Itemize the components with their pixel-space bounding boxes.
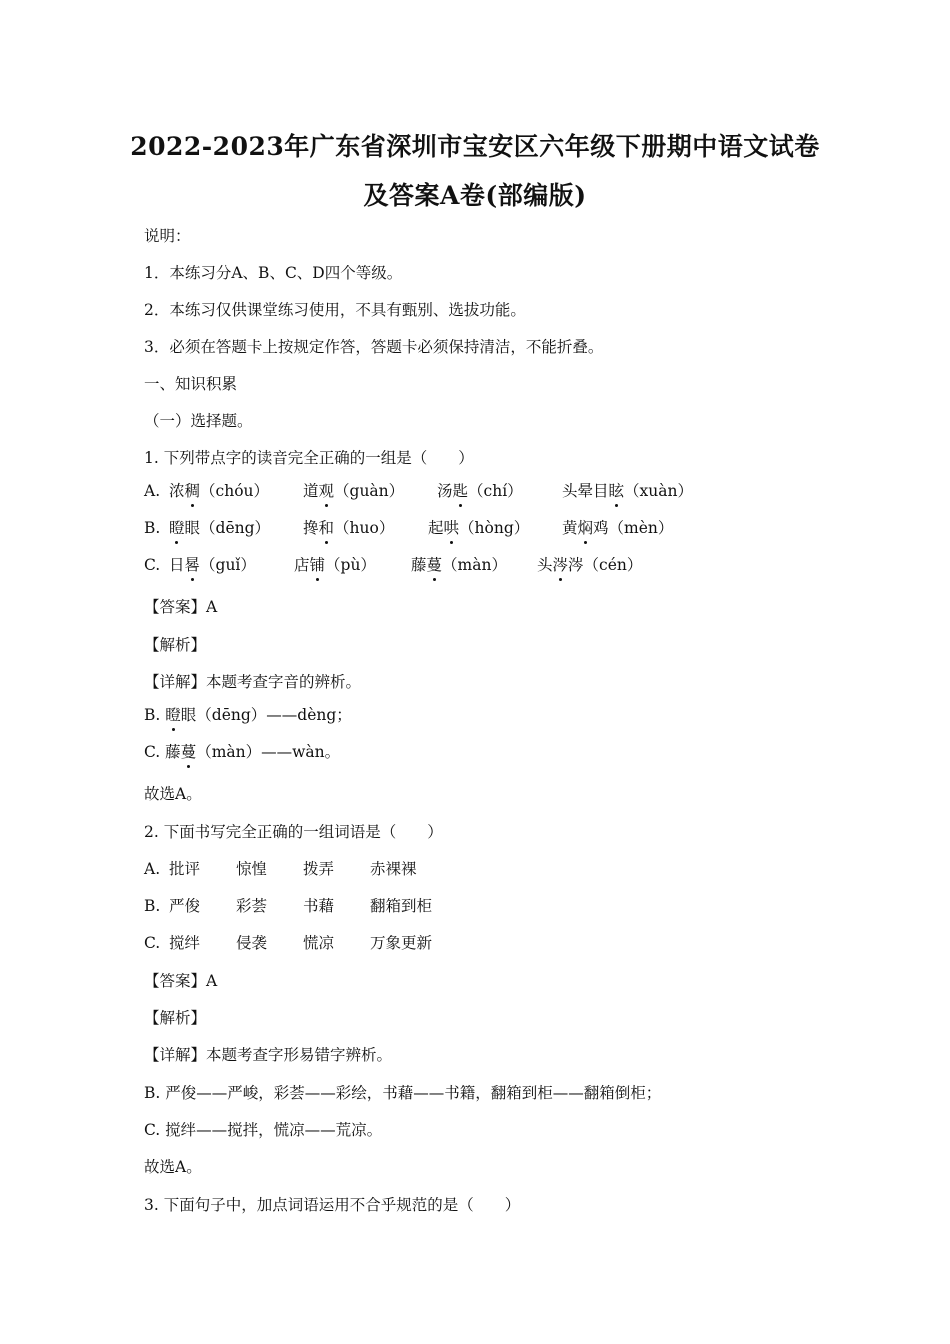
option-word: 浓稠（chóu） [169,482,270,500]
option-word: 严俊 [169,897,201,915]
dotted-char: 涔 [552,556,569,574]
option-word: 瞪眼（dēng） [169,519,271,537]
option-word: 汤匙（chí） [437,482,523,500]
dotted-char: 蔓 [426,556,443,574]
dotted-char: 眩 [608,482,625,500]
option-word: 书藉 [303,897,335,915]
option-word: 起哄（hòng） [428,519,530,537]
document-title-line1: 2022-2023年广东省深圳市宝安区六年级下册期中语文试卷 [130,132,820,161]
section-heading: 一、知识积累 [144,375,238,393]
option-word: 惊惶 [236,860,268,878]
q2-fix: C. 搅绊——搅拌，慌凉——荒凉。 [144,1121,383,1139]
option-label: B. [144,519,161,537]
option-word: 彩荟 [236,897,268,915]
option-word: 万象更新 [370,934,433,952]
intro-heading: 说明： [144,227,191,245]
dotted-char: 晷 [184,556,201,574]
dotted-char: 稠 [184,482,201,500]
option-word: 头晕目眩（xuàn） [562,482,693,500]
dotted-char: 观 [318,482,335,500]
question-2-stem: 2. 下面书写完全正确的一组词语是（ ） [144,823,443,841]
dotted-char: 焖 [577,519,594,537]
intro-item: 2．本练习仅供课堂练习使用，不具有甄别、选拔功能。 [144,301,526,319]
dotted-char: 瞪 [165,706,181,724]
option-word: 日晷（guǐ） [169,556,256,574]
dotted-char: 哄 [443,519,460,537]
q2-fix: B. 严俊——严峻，彩荟——彩绘，书藉——书籍，翻箱到柜——翻箱倒柜； [144,1084,662,1102]
q2-analysis: 【解析】 [144,1009,207,1027]
option-word: 批评 [169,860,201,878]
option-label: C. [144,934,161,952]
option-word: 赤裸裸 [370,860,417,878]
option-word: 慌凉 [303,934,335,952]
intro-item: 1．本练习分A、B、C、D四个等级。 [144,264,403,282]
question-1-stem: 1. 下列带点字的读音完全正确的一组是（ ） [144,449,474,467]
option-label: A. [144,860,161,878]
q1-fix: B. 瞪眼（dēng）——dèng； [144,706,352,724]
dotted-char: 铺 [309,556,326,574]
dotted-char: 蔓 [180,743,197,761]
dotted-char: 和 [318,519,335,537]
option-word: 黄焖鸡（mèn） [562,519,674,537]
q2-conclusion: 故选A。 [144,1158,202,1176]
option-word: 拨弄 [303,860,335,878]
option-word: 翻箱到柜 [370,897,433,915]
q1-analysis: 【解析】 [144,636,207,654]
option-label: B. [144,897,161,915]
option-word: 搀和（huo） [303,519,395,537]
q1-answer: 【答案】A [144,598,218,616]
q1-detail: 【详解】本题考查字音的辨析。 [144,673,362,691]
dotted-char: 匙 [452,482,469,500]
option-word: 头涔涔（cén） [537,556,643,574]
option-word: 侵袭 [236,934,268,952]
q1-conclusion: 故选A。 [144,785,202,803]
q2-detail: 【详解】本题考查字形易错字辨析。 [144,1046,393,1064]
option-word: 道观（guàn） [303,482,405,500]
option-label: A. [144,482,161,500]
option-word: 藤蔓（màn） [411,556,507,574]
q2-answer: 【答案】A [144,972,218,990]
q1-fix: C. 藤蔓（màn）——wàn。 [144,743,341,761]
option-word: 搅绊 [169,934,201,952]
dotted-char: 瞪 [169,519,185,537]
option-word: 店铺（pù） [294,556,376,574]
question-3-stem: 3. 下面句子中，加点词语运用不合乎规范的是（ ） [144,1196,521,1214]
intro-item: 3．必须在答题卡上按规定作答，答题卡必须保持清洁，不能折叠。 [144,338,604,356]
subsection-heading: （一）选择题。 [144,412,253,430]
document-title-line2: 及答案A卷(部编版) [363,181,587,210]
option-label: C. [144,556,161,574]
